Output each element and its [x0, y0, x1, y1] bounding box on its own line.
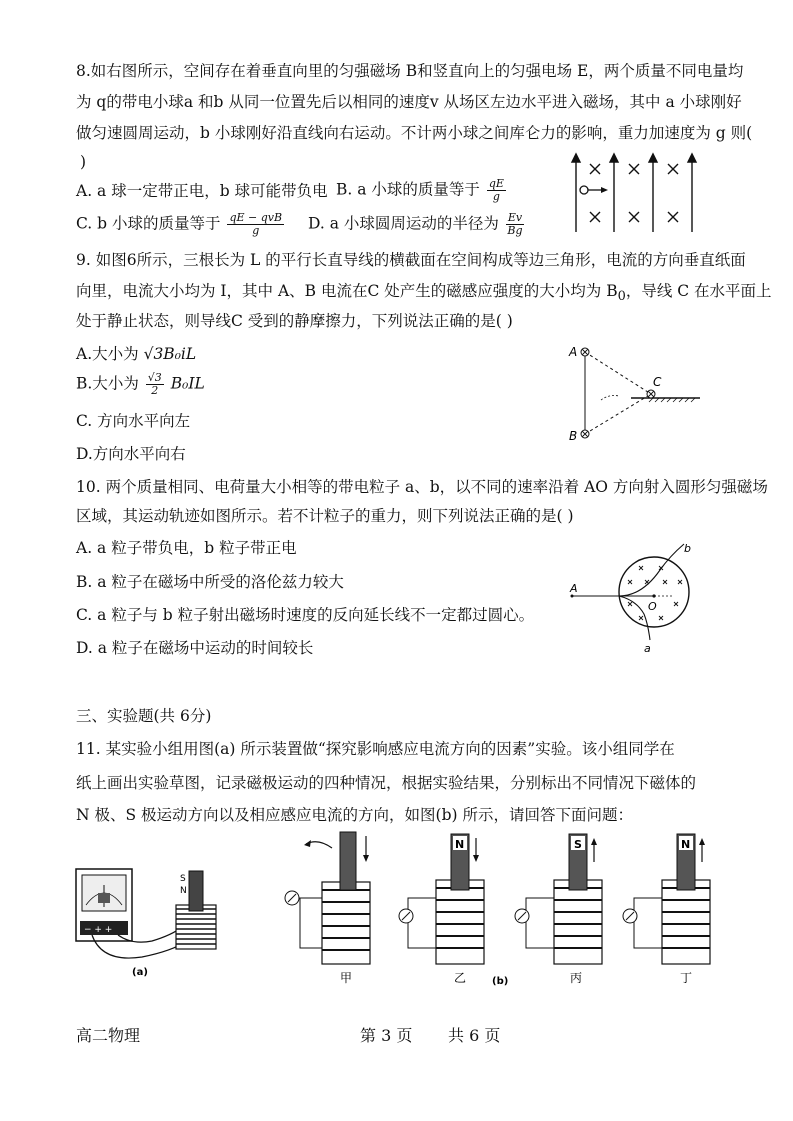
figure-a-apparatus — [72, 845, 232, 980]
q9-stem-line2-post: ，导线 C 在水平面上 — [625, 282, 772, 300]
label-trajectory-a: a — [644, 642, 651, 655]
field-circle — [619, 557, 689, 627]
figure-b-panels — [278, 828, 728, 988]
q10-option-d: D. a 粒子在磁场中运动的时间较长 — [76, 639, 314, 657]
arrow-up-icon — [649, 154, 657, 162]
q8-option-d — [308, 212, 526, 237]
q8-option-b — [336, 178, 508, 203]
footer-page-number: 第 3 页 — [360, 1026, 413, 1045]
circuit-wire — [634, 898, 662, 948]
q9-option-b-text: B.大小为 — [76, 374, 139, 393]
caption-a: (a) — [132, 967, 148, 978]
label-b: B — [569, 429, 578, 443]
q11-stem-line1: 11. 某实验小组用图(a) 所示装置做“探究影响感应电流方向的因素”实验。该小组同学在 — [76, 740, 675, 758]
label-trajectory-b: b — [684, 542, 691, 555]
label-a: A — [569, 345, 578, 359]
q11-stem-line2: 纸上画出实验草图，记录磁极运动的四种情况，根据实验结果，分别标出不同情况下磁体的 — [76, 774, 697, 792]
q8-option-b-numerator: qE — [488, 177, 504, 190]
q8-option-c-text: C. b 小球的质量等于 — [76, 214, 221, 233]
panel-label-ding: 丁 — [680, 971, 693, 985]
q10-stem-line2: 区域，其运动轨迹如图所示。若不计粒子的重力，则下列说法正确的是( ) — [76, 507, 574, 525]
q11-stem-line3: N 极、S 极运动方向以及相应感应电流的方向，如图(b) 所示，请回答下面问题： — [76, 806, 633, 824]
q9-option-b-fraction — [146, 372, 164, 397]
label-c: C — [653, 375, 662, 389]
arrow-down-icon — [363, 855, 369, 862]
trajectory-b — [619, 544, 684, 596]
trajectory-a — [619, 596, 650, 640]
q9-option-a-text: A.大小为 — [76, 345, 139, 363]
q9-option-b — [76, 372, 205, 397]
q8-stem-line3: 做匀速圆周运动，b 小球刚好沿直线向右运动。不计两小球之间库仑力的影响，重力加速度为 g 则( — [76, 124, 753, 142]
q9-option-b-numerator: √3 — [147, 371, 162, 384]
footer-subject: 高二物理 — [76, 1026, 141, 1045]
wire-c-icon — [647, 390, 655, 398]
bar-magnet-icon — [189, 871, 203, 911]
magnetic-field-crosses — [590, 164, 678, 222]
label-a: A — [570, 582, 578, 595]
q9-option-b-math: B₀IL — [170, 374, 205, 393]
q8-option-c — [76, 212, 286, 237]
q10-option-b: B. a 粒子在磁场中所受的洛伦兹力较大 — [76, 573, 344, 591]
panel-yi — [399, 834, 484, 985]
q9-stem-line3: 处于静止状态，则导线C 受到的静摩擦力，下列说法正确的是( ) — [76, 312, 513, 330]
circuit-wire — [526, 898, 554, 948]
panel-label-jia: 甲 — [340, 971, 353, 985]
arrow-left-icon — [304, 840, 311, 847]
magnet-label-n: N — [681, 838, 691, 851]
magnet-label-n: N — [180, 886, 187, 896]
section-title: 三、实验题(共 6分) — [76, 707, 212, 725]
q9-option-b-denominator: 2 — [151, 384, 159, 397]
q8-stem-line4: ) — [80, 153, 87, 171]
q9-option-a-math: √3B₀iL — [143, 345, 197, 363]
q8-option-b-text: B. a 小球的质量等于 — [336, 180, 480, 199]
coil-icon — [176, 905, 216, 949]
q8-option-d-fraction — [506, 212, 524, 237]
q9-stem-line2 — [76, 280, 772, 308]
q10-option-a: A. a 粒子带负电，b 粒子带正电 — [76, 539, 297, 557]
galvanometer-core — [98, 893, 110, 903]
q8-option-c-denominator: g — [252, 224, 260, 237]
coil-icon — [554, 880, 602, 964]
panel-label-bing: 丙 — [570, 971, 583, 985]
q8-field-figure — [566, 152, 706, 234]
bar-magnet-icon — [340, 832, 356, 890]
coil-icon — [436, 880, 484, 964]
q8-option-d-text: D. a 小球圆周运动的半径为 — [308, 214, 499, 233]
q8-stem-line2: 为 q的带电小球a 和b 从同一位置先后以相同的速度v 从场区左边水平进入磁场，其中 a 小球刚好 — [76, 93, 742, 111]
q9-subscript: 0 — [617, 289, 626, 305]
q9-wires-figure — [565, 338, 705, 444]
panel-jia — [285, 832, 370, 985]
magnet-label-s: S — [180, 874, 186, 884]
arrow-down-icon — [473, 855, 479, 862]
q9-stem-line1: 9. 如图6所示，三根长为 L 的平行长直导线的横截面在空间构成等边三角形，电流的方向垂直纸面 — [76, 251, 746, 269]
q10-option-c: C. a 粒子与 b 粒子射出磁场时速度的反向延长线不一定都过圆心。 — [76, 606, 535, 624]
coil-icon — [322, 882, 370, 964]
arrow-up-icon — [591, 838, 597, 845]
angle-arc — [601, 396, 619, 401]
arrow-up-icon — [699, 838, 705, 845]
q8-option-c-numerator: qE − qvB — [229, 211, 283, 224]
arrow-up-icon — [688, 154, 696, 162]
q8-option-b-fraction — [487, 178, 506, 203]
q8-option-c-fraction — [227, 212, 284, 237]
q9-option-d: D.方向水平向右 — [76, 445, 186, 463]
q10-circle-field-figure — [566, 540, 706, 655]
wire-a-icon — [581, 348, 589, 356]
q8-option-d-numerator: Ev — [507, 211, 523, 224]
circuit-wire — [408, 898, 436, 948]
terminal-minus: − + + — [84, 925, 113, 935]
magnet-label-n: N — [455, 838, 465, 851]
arrow-right-icon — [601, 187, 608, 193]
q9-stem-line2-text: 向里，电流大小均为 I，其中 A、B 电流在C 处产生的磁感应强度的大小均为 B — [76, 282, 618, 300]
q9-option-a — [76, 343, 196, 365]
ball-icon — [580, 186, 588, 194]
q10-stem-line1: 10. 两个质量相同、电荷量大小相等的带电粒子 a、b，以不同的速率沿着 AO 方向射入圆形匀强磁场 — [76, 478, 768, 496]
ac-dashed-line — [585, 352, 651, 394]
q8-option-d-denominator: Bg — [507, 224, 523, 237]
arrow-up-icon — [610, 154, 618, 162]
panel-label-yi: 乙 — [454, 971, 467, 985]
bc-dashed-line — [585, 394, 651, 434]
magnet-label-s: S — [574, 838, 582, 851]
panel-ding — [623, 834, 710, 985]
coil-icon — [662, 880, 710, 964]
label-o: O — [648, 600, 657, 613]
panel-bing — [515, 834, 602, 985]
q8-stem-line1: 8.如右图所示，空间存在着垂直向里的匀强磁场 B和竖直向上的匀强电场 E，两个质量不同电量均 — [76, 62, 744, 80]
wire-b-icon — [581, 430, 589, 438]
circuit-wire — [300, 898, 322, 948]
q8-option-a: A. a 球一定带正电，b 球可能带负电 — [76, 182, 328, 200]
footer-total-pages: 共 6 页 — [448, 1026, 501, 1045]
caption-b: (b) — [492, 976, 509, 987]
arrow-up-icon — [572, 154, 580, 162]
q8-option-b-denominator: g — [492, 190, 500, 203]
q9-option-c: C. 方向水平向左 — [76, 412, 191, 430]
